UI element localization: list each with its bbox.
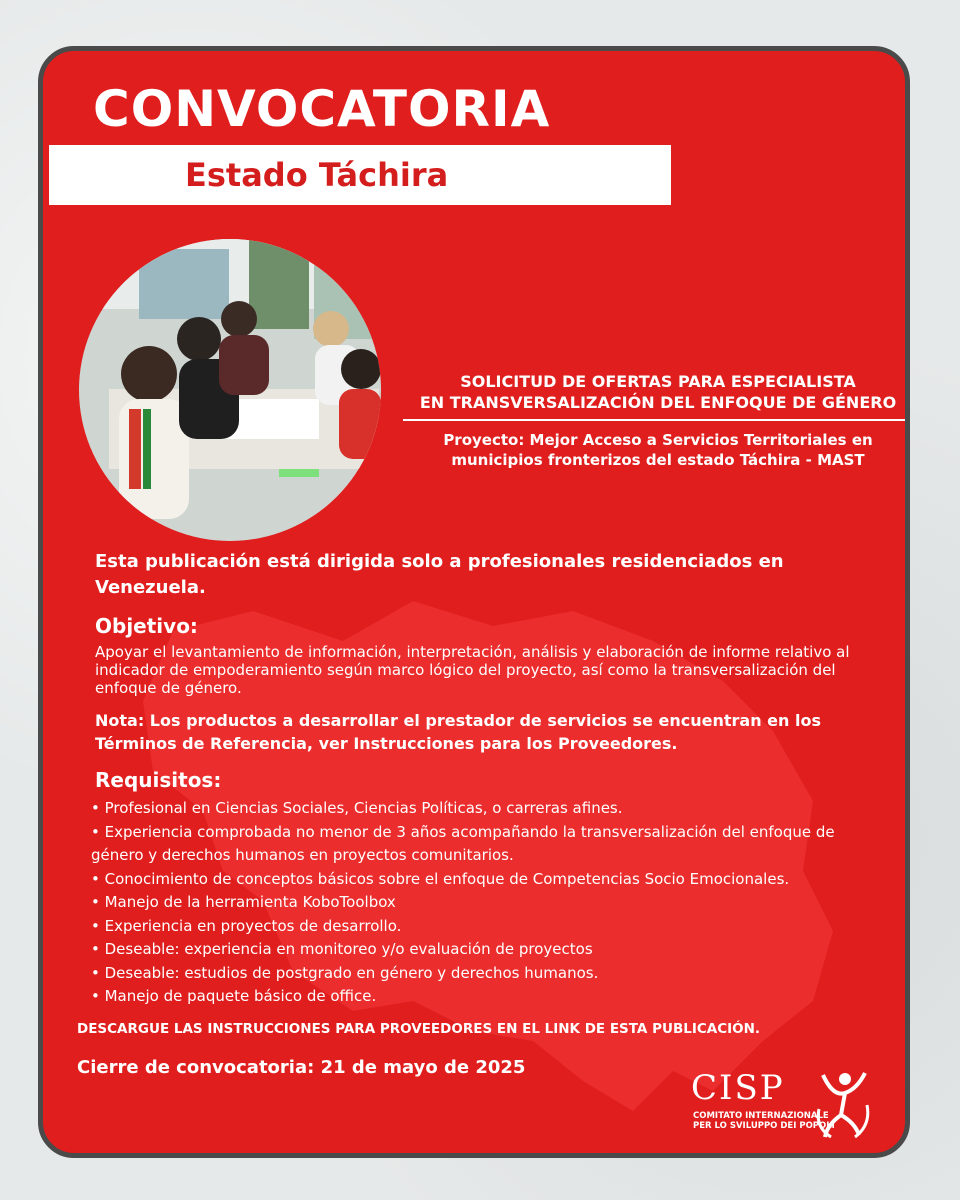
solicitud-title-line-2: EN TRANSVERSALIZACIÓN DEL ENFOQUE DE GÉNERO [419,393,897,412]
list-item: • Profesional en Ciencias Sociales, Ciencias Políticas, o carreras afines. [91,799,623,817]
requisitos-heading: Requisitos: [95,768,222,792]
download-instructions-note: DESCARGUE LAS INSTRUCCIONES PARA PROVEEDORES EN EL LINK DE ESTA PUBLICACIÓN. [77,1021,761,1037]
list-item: • Conocimiento de conceptos básicos sobre el enfoque de Competencias Socio Emocionales. [91,869,790,888]
requisitos-list [91,797,871,1009]
closing-date: Cierre de convocatoria: 21 de mayo de 2025 [77,1057,526,1078]
logo-subtitle-2: PER LO SVILUPPO DEI POPOLI [693,1121,835,1131]
page-title: CONVOCATORIA [93,80,551,138]
solicitud-title-line-1: SOLICITUD DE OFERTAS PARA ESPECIALISTA [460,372,856,391]
objetivo-heading: Objetivo: [95,614,198,638]
cisp-figure-icon [815,1069,871,1139]
nota-text: Nota: Los productos a desarrollar el prestador de servicios se encuentran en los Términos de Referencia, ver Instrucciones para los Proveedores. [95,711,821,753]
list-item: • Manejo de la herramienta KoboToolbox [91,893,396,911]
proyecto-line-2: municipios fronterizos del estado Táchira - MAST [451,451,865,469]
objetivo-text: Apoyar el levantamiento de información, interpretación, análisis y elaboración de informe relativo al indicador de empoderamiento según marco lógico del proyecto, así como la transversalización del enfoque de género. [95,643,850,697]
subtitle-text: Estado Táchira [185,156,449,194]
list-item: • Deseable: estudios de postgrado en género y derechos humanos. [91,963,599,982]
logo-name: CISP [691,1068,785,1108]
workshop-photo [79,239,381,541]
proyecto-line-1: Proyecto: Mejor Acceso a Servicios Territoriales en [443,431,873,449]
announcement-card [38,46,910,1158]
solicitud-divider [403,419,910,421]
list-item: • Experiencia en proyectos de desarrollo. [91,916,402,935]
subtitle-banner [49,145,671,205]
list-item: • Deseable: experiencia en monitoreo y/o evaluación de proyectos [91,940,593,958]
list-item: • Experiencia comprobada no menor de 3 años acompañando la transversalización del enfoque de género y derechos humanos en proyectos comunitarios. [91,822,835,864]
solicitud-block [403,371,910,470]
list-item: • Manejo de paquete básico de office. [91,987,377,1005]
logo-subtitle-1: COMITATO INTERNAZIONALE [693,1111,829,1121]
cisp-logo [691,1069,881,1141]
audience-statement: Esta publicación está dirigida solo a profesionales residenciados en Venezuela. [95,551,784,598]
main-content [91,549,871,1009]
